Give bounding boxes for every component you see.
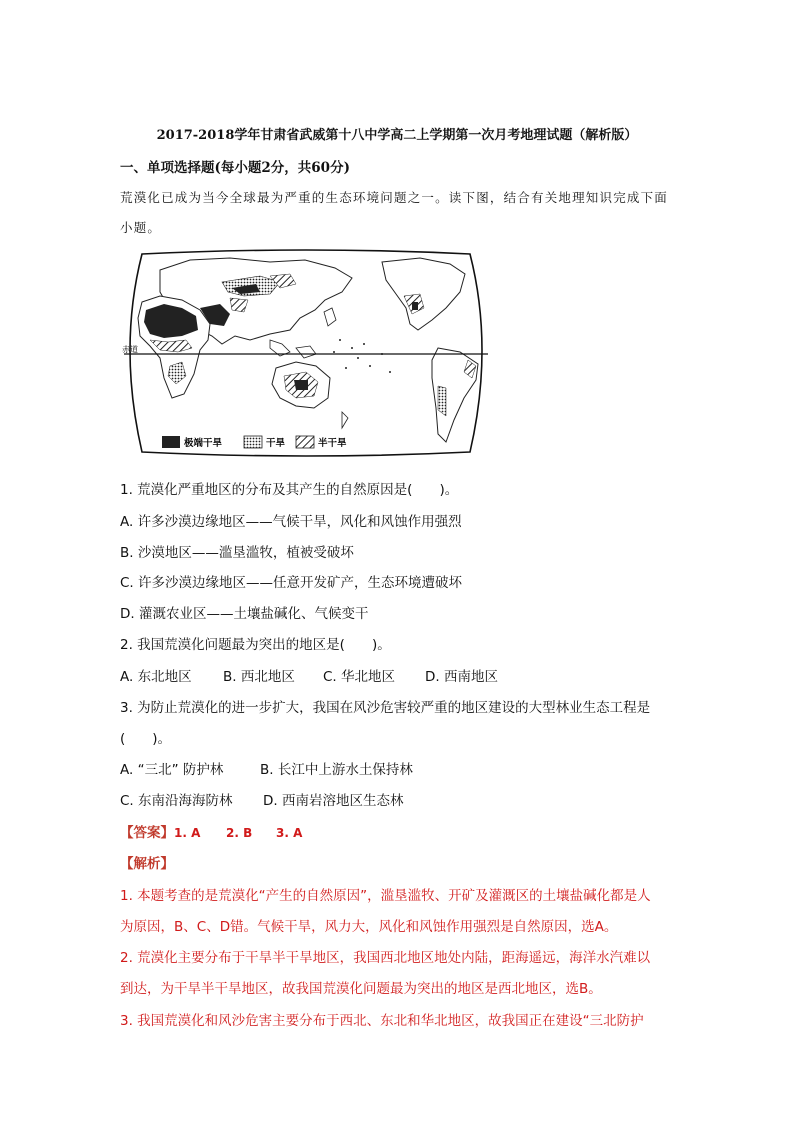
analysis-line-4: 到达，为干旱半干旱地区，故我国荒漠化问题最为突出的地区是西北地区，选B。 — [120, 981, 602, 997]
legend-swatch-semi-arid — [296, 436, 314, 448]
question-3-option-c: C. 东南沿海海防林 — [120, 793, 233, 809]
analysis-line-3: 2. 荒漠化主要分布于干旱半干旱地区，我国西北地区地处内陆，距海遥远，海洋水汽难以 — [120, 950, 651, 966]
answer-1: 1. A — [174, 826, 201, 840]
question-1-option-d: D. 灌溉农业区——土壤盐碱化、气候变干 — [120, 606, 369, 622]
legend-label-arid: 干旱 — [266, 438, 286, 449]
question-3-options-row-2 — [120, 789, 403, 809]
intro-text-line-1: 荒漠化已成为当今全球最为严重的生态环境问题之一。读下图，结合有关地理知识完成下面 — [120, 190, 669, 205]
question-3-option-d: D. 西南岩溶地区生态林 — [263, 793, 404, 809]
analysis-tag: 【解析】 — [120, 856, 174, 872]
map-legend — [162, 436, 347, 449]
document-title: 2017-2018学年甘肃省武威第十八中学高二上学期第一次月考地理试题（解析版） — [156, 128, 638, 143]
question-2-option-b: B. 西北地区 — [223, 669, 295, 685]
question-2-option-c: C. 华北地区 — [323, 669, 396, 685]
legend-label-semi-arid: 半干旱 — [318, 438, 347, 449]
question-1-option-c: C. 许多沙漠边缘地区——任意开发矿产，生态环境遭破坏 — [120, 575, 463, 591]
legend-label-extreme-arid: 极端干旱 — [184, 438, 223, 449]
question-2-stem: 2. 我国荒漠化问题最为突出的地区是( )。 — [120, 637, 391, 653]
analysis-line-2: 为原因，B、C、D错。气候干旱，风力大，风化和风蚀作用强烈是自然原因，选A。 — [120, 919, 618, 935]
question-1-option-a: A. 许多沙漠边缘地区——气候干旱，风化和风蚀作用强烈 — [120, 514, 462, 530]
section-heading: 一、单项选择题(每小题2分，共60分) — [120, 160, 350, 176]
question-3-stem: 3. 为防止荒漠化的进一步扩大，我国在风沙危害较严重的地区建设的大型林业生态工程是 — [120, 700, 651, 716]
question-1-option-b: B. 沙漠地区——滥垦滥牧，植被受破坏 — [120, 545, 354, 561]
question-3-options-row-1 — [120, 758, 413, 778]
question-2-options — [120, 665, 498, 685]
legend-swatch-extreme-arid — [162, 436, 180, 448]
legend-swatch-arid — [244, 436, 262, 448]
answer-2: 2. B — [226, 826, 253, 840]
question-3-option-a: A. “三北” 防护林 — [120, 762, 224, 778]
question-3-stem-continued: ( )。 — [120, 731, 172, 747]
question-2-option-a: A. 东北地区 — [120, 669, 192, 685]
equator-label: 赤道 — [122, 345, 138, 354]
answer-line — [120, 821, 302, 841]
question-1-stem: 1. 荒漠化严重地区的分布及其产生的自然原因是( )。 — [120, 482, 459, 498]
answer-3: 3. A — [276, 826, 303, 840]
analysis-line-1: 1. 本题考查的是荒漠化“产生的自然原因”，滥垦滥牧、开矿及灌溉区的土壤盐碱化都是人 — [120, 888, 651, 904]
intro-text-line-2: 小题。 — [120, 220, 162, 235]
question-2-option-d: D. 西南地区 — [425, 669, 498, 685]
analysis-line-5: 3. 我国荒漠化和风沙危害主要分布于西北、东北和华北地区，故我国正在建设“三北防护 — [120, 1013, 644, 1029]
answer-tag: 【答案】 — [120, 825, 174, 841]
desertification-world-map — [120, 248, 492, 458]
question-3-option-b: B. 长江中上游水土保持林 — [260, 762, 413, 778]
